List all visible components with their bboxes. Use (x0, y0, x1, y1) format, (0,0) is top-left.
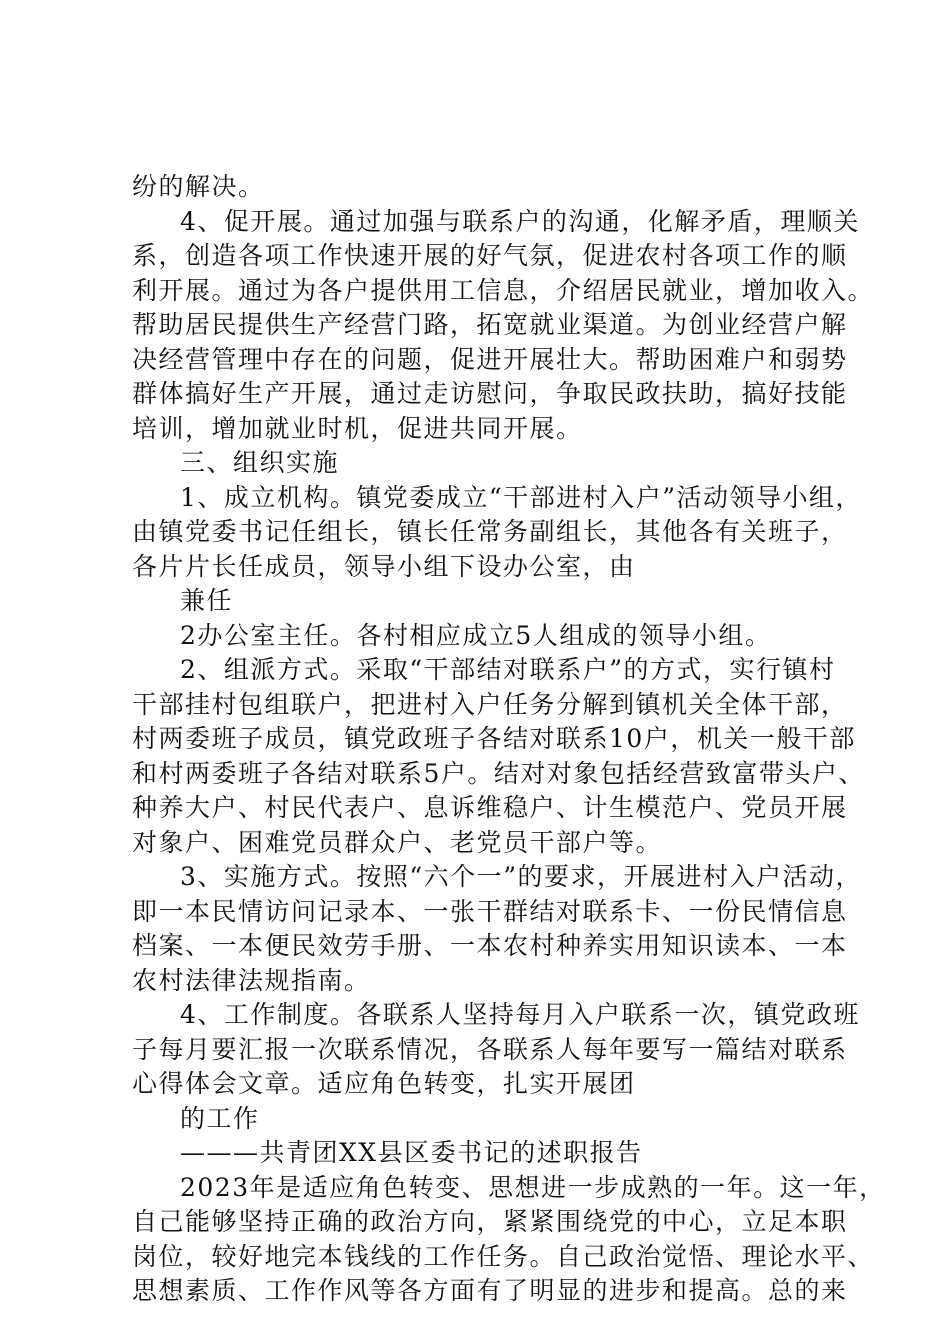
text-line: 种养大户、村民代表户、息诉维稳户、计生模范户、党员开展 (132, 793, 848, 822)
text-line: 干部挂村包组联户，把进村入户任务分解到镇机关全体干部， (132, 689, 848, 719)
text-line: 的工作 (180, 1103, 260, 1133)
text-line: 岗位，较好地完本钱线的工作任务。自己政治觉悟、理论水平、 (132, 1241, 875, 1271)
text-line: 培训，增加就业时机，促进共同开展。 (132, 413, 583, 443)
text-line: 帮助居民提供生产经营门路，拓宽就业渠道。为创业经营户解 (132, 310, 848, 339)
text-line: 心得体会文章。适应角色转变，扎实开展团 (132, 1069, 636, 1098)
text-line: 自己能够坚持正确的政治方向，紧紧围绕党的中心，立足本职 (132, 1207, 848, 1236)
text-line: 由镇党委书记任组长，镇长任常务副组长，其他各有关班子， (132, 517, 848, 546)
text-line: 利开展。通过为各户提供用工信息，介绍居民就业，增加收入。 (132, 275, 875, 305)
text-line: 子每月要汇报一次联系情况，各联系人每年要写一篇结对联系 (132, 1034, 848, 1064)
text-line: 1、成立机构。镇党委成立“干部进村入户”活动领导小组， (180, 482, 862, 512)
text-line: 群体搞好生产开展，通过走访慰问，争取民政扶助，搞好技能 (132, 379, 848, 408)
text-line: 各片片长任成员，领导小组下设办公室，由 (132, 551, 636, 581)
text-line: 档案、一本便民效劳手册、一本农村种养实用知识读本、一本 (132, 931, 848, 960)
text-line: ———共青团XX县区委书记的述职报告 (180, 1138, 643, 1167)
text-line: 村两委班子成员，镇党政班子各结对联系10户，机关一般干部 (132, 724, 856, 753)
text-line: 4、工作制度。各联系人坚持每月入户联系一次，镇党政班 (180, 1000, 860, 1029)
document-body (132, 170, 886, 1309)
text-line: 2、组派方式。采取“干部结对联系户”的方式，实行镇村 (180, 655, 836, 684)
text-line: 3、实施方式。按照“六个一”的要求，开展进村入户活动， (180, 862, 862, 891)
text-line: 系，创造各项工作快速开展的好气氛，促进农村各项工作的顺 (132, 241, 848, 270)
text-line: 对象户、困难党员群众户、老党员干部户等。 (132, 827, 663, 857)
text-line: 即一本民情访问记录本、一张干群结对联系卡、一份民情信息 (132, 896, 848, 926)
text-line: 决经营管理中存在的问题，促进开展壮大。帮助困难户和弱势 (132, 344, 848, 374)
text-line: 和村两委班子各结对联系5户。结对对象包括经营致富带头户、 (132, 758, 865, 788)
text-line: 农村法律法规指南。 (132, 965, 371, 995)
text-line: 2023年是适应角色转变、思想进一步成熟的一年。这一年， (180, 1172, 886, 1202)
text-line: 兼任 (180, 586, 234, 615)
text-line: 三、组织实施 (180, 448, 340, 477)
text-line: 纷的解决。 (132, 172, 265, 201)
text-line: 4、促开展。通过加强与联系户的沟通，化解矛盾，理顺关 (180, 206, 860, 236)
text-line: 思想素质、工作作风等各方面有了明显的进步和提高。总的来 (132, 1276, 848, 1305)
text-line: 2办公室主任。各村相应成立5人组成的领导小组。 (180, 620, 772, 650)
